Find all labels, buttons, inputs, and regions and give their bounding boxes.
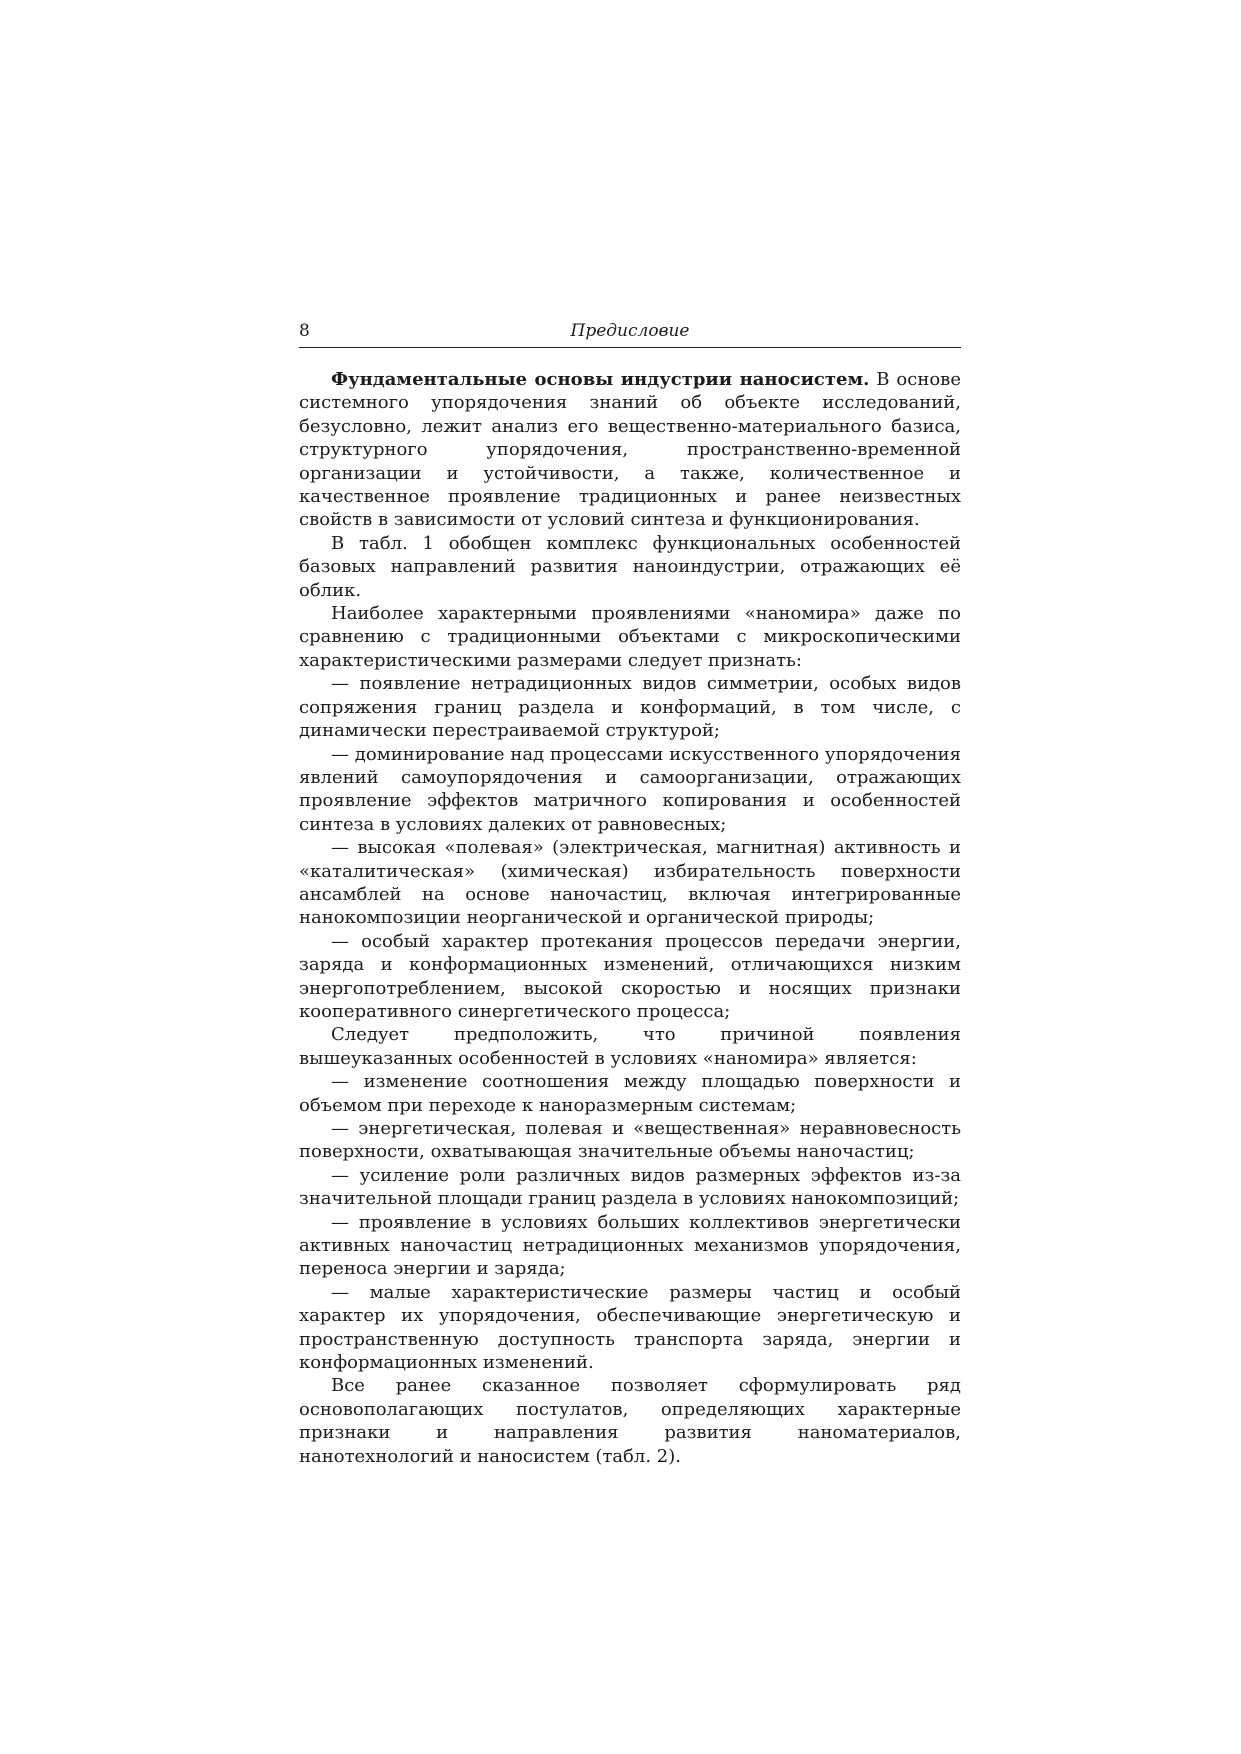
list-item-surface-volume: — изменение соотношения между площадью поверхности и объемом при переходе к наноразмерным системам; [299,1071,961,1116]
paragraph-1 [299,368,961,532]
paragraph-conclusion: Все ранее сказанное позволяет сформулировать ряд основополагающих постулатов, определяющих характерные признаки и направления развития наноматериалов, нанотехнологий и наносистем (табл. 2). [299,1375,961,1467]
list-item-symmetry: — появление нетрадиционных видов симметрии, особых видов сопряжения границ раздела и конформаций, в том числе, с динамически перестраиваемой структурой; [299,673,961,742]
list-item-self-organization: — доминирование над процессами искусственного упорядочения явлений самоупорядочения и самоорганизации, отражающих проявление эффектов матричного копирования и особенностей синтеза в условиях далеких от равновесных; [299,743,961,835]
page-number: 8 [299,321,310,341]
list-item-collective-mechanisms: — проявление в условиях больших коллективов энергетически активных наночастиц нетрадиционных механизмов упорядочения, переноса энергии и заряда; [299,1211,961,1280]
body-text [299,368,961,1468]
list-item-small-sizes: — малые характеристические размеры частиц и особый характер их упорядочения, обеспечивающие энергетическую и пространственную доступность транспорта заряда, энергии и конформационных изменений. [299,1281,961,1374]
list-item-energy-transfer: — особый характер протекания процессов передачи энергии, заряда и конформационных изменений, отличающихся низким энергопотреблением, высокой скоростью и носящих признаки кооперативного синергетического процесса; [299,930,961,1022]
list-item-size-effects: — усиление роли различных видов размерных эффектов из-за значительной площади границ раздела в условиях нанокомпозиций; [299,1164,961,1210]
lead-heading: Фундаментальные основы индустрии наносистем. [331,369,870,390]
section-title: Предисловие [570,321,690,341]
paragraph-1-text: В основе системного упорядочения знаний об объекте исследований, безусловно, лежит анализ его вещественно-материального базиса, структурного упорядочения, пространственно-временной организации и устойчивости, а также, количественное и качественное проявление традиционных и ранее неизвестных свойств в зависимости от условий синтеза и функционирования. [299,369,961,531]
running-header [299,319,961,348]
list-item-nonequilibrium: — энергетическая, полевая и «вещественная» неравновесность поверхности, охватывающая значительные объемы наночастиц; [299,1118,961,1163]
paragraph-3: Наиболее характерными проявлениями «наномира» даже по сравнению с традиционными объектами с микроскопическими характеристическими размерами следует признать: [299,603,961,671]
paragraph-2: В табл. 1 обобщен комплекс функциональных особенностей базовых направлений развития наноиндустрии, отражающих её облик. [299,532,961,601]
paragraph-causes: Следует предположить, что причиной появления вышеуказанных особенностей в условиях «наномира» является: [299,1024,961,1069]
list-item-field-activity: — высокая «полевая» (электрическая, магнитная) активность и «каталитическая» (химическая) избирательность поверхности ансамблей на основе наночастиц, включая интегрированные нанокомпозиции неорганической и органической природы; [299,837,961,929]
